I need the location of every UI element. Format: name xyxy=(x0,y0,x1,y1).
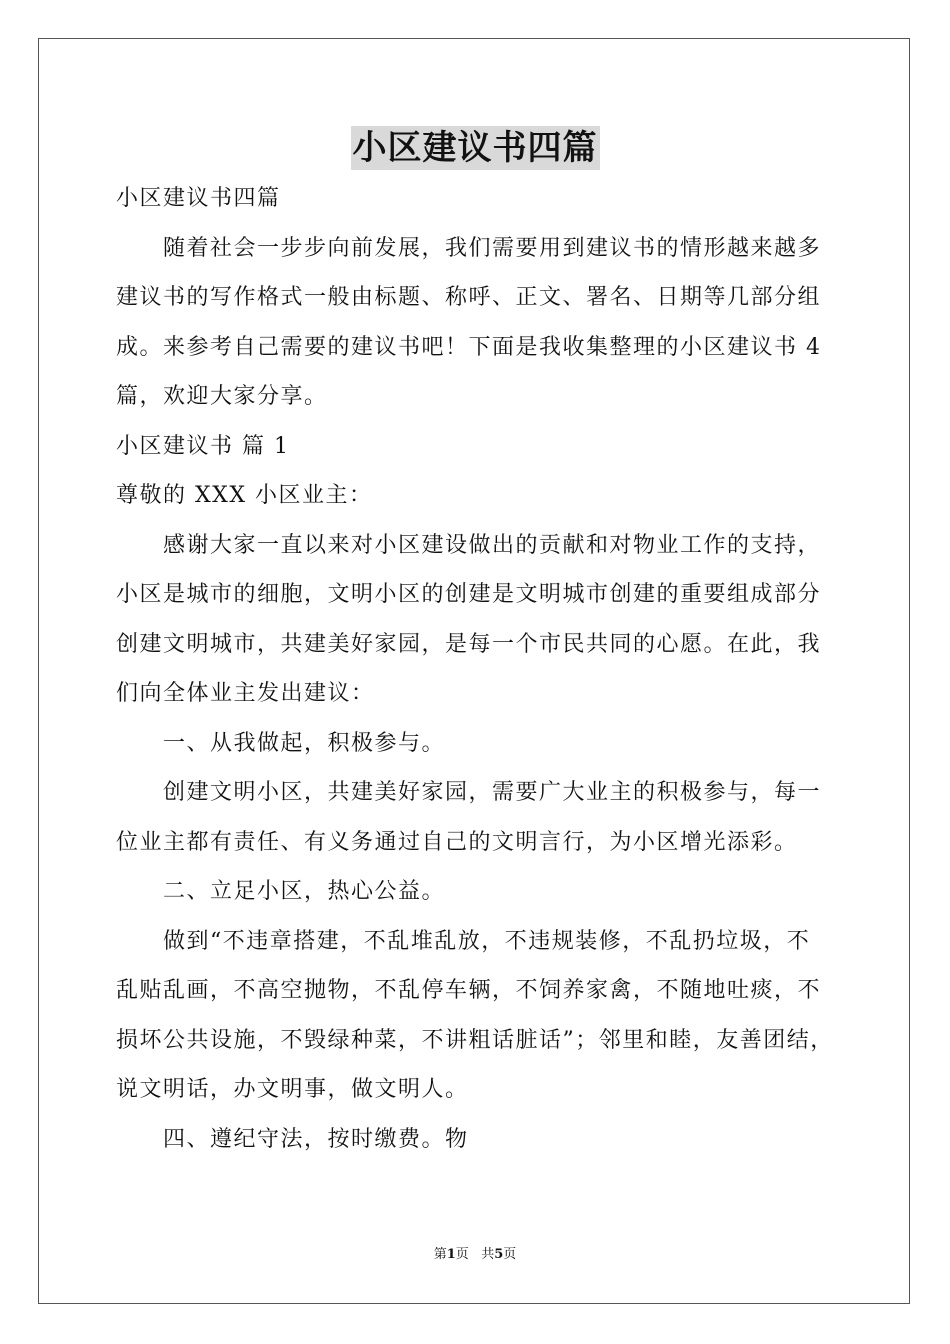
document-title: 小区建议书四篇 xyxy=(352,128,598,168)
text-line: 们向全体业主发出建议： xyxy=(116,681,375,706)
section-heading: 小区建议书 篇 1 xyxy=(116,434,290,459)
footer-page-label: 页 xyxy=(455,1247,469,1262)
salutation: 尊敬的 XXX 小区业主： xyxy=(116,483,373,508)
page-footer xyxy=(0,1246,950,1264)
list-heading: 一、从我做起，积极参与。 xyxy=(116,731,446,756)
footer-total-label: 页 xyxy=(503,1247,517,1262)
text-line: 创建文明城市，共建美好家园，是每一个市民共同的心愿。在此，我 xyxy=(116,632,822,657)
current-page-number: 1 xyxy=(446,1247,456,1262)
text-line: 乱贴乱画，不高空抛物，不乱停车辆，不饲养家禽，不随地吐痰，不 xyxy=(116,978,822,1003)
text-line: 说文明话，办文明事，做文明人。 xyxy=(116,1077,469,1102)
list-heading: 二、立足小区，热心公益。 xyxy=(116,879,446,904)
text-line: 感谢大家一直以来对小区建设做出的贡献和对物业工作的支持， xyxy=(116,533,822,558)
footer-total-prefix: 共 xyxy=(481,1247,495,1262)
text-line: 做到“不违章搭建，不乱堆乱放，不违规装修，不乱扔垃圾，不 xyxy=(116,929,811,954)
footer-prefix: 第 xyxy=(433,1247,447,1262)
text-line: 损坏公共设施，不毁绿种菜，不讲粗话脏话”；邻里和睦，友善团结， xyxy=(116,1028,834,1053)
text-line: 篇，欢迎大家分享。 xyxy=(116,384,328,409)
title-container xyxy=(0,126,950,170)
text-line: 小区是城市的细胞，文明小区的创建是文明城市创建的重要组成部分 xyxy=(116,582,822,607)
text-line: 成。来参考自己需要的建议书吧！下面是我收集整理的小区建议书 4 xyxy=(116,335,822,360)
total-pages-number: 5 xyxy=(494,1247,504,1262)
text-line: 随着社会一步步向前发展，我们需要用到建议书的情形越来越多 xyxy=(116,236,822,261)
page-border xyxy=(38,38,910,1304)
list-heading: 四、遵纪守法，按时缴费。物 xyxy=(116,1127,469,1152)
text-line: 小区建议书四篇 xyxy=(116,186,281,211)
text-line: 创建文明小区，共建美好家园，需要广大业主的积极参与，每一 xyxy=(116,780,822,805)
text-line: 位业主都有责任、有义务通过自己的文明言行，为小区增光添彩。 xyxy=(116,830,798,855)
text-line: 建议书的写作格式一般由标题、称呼、正文、署名、日期等几部分组 xyxy=(116,285,822,310)
